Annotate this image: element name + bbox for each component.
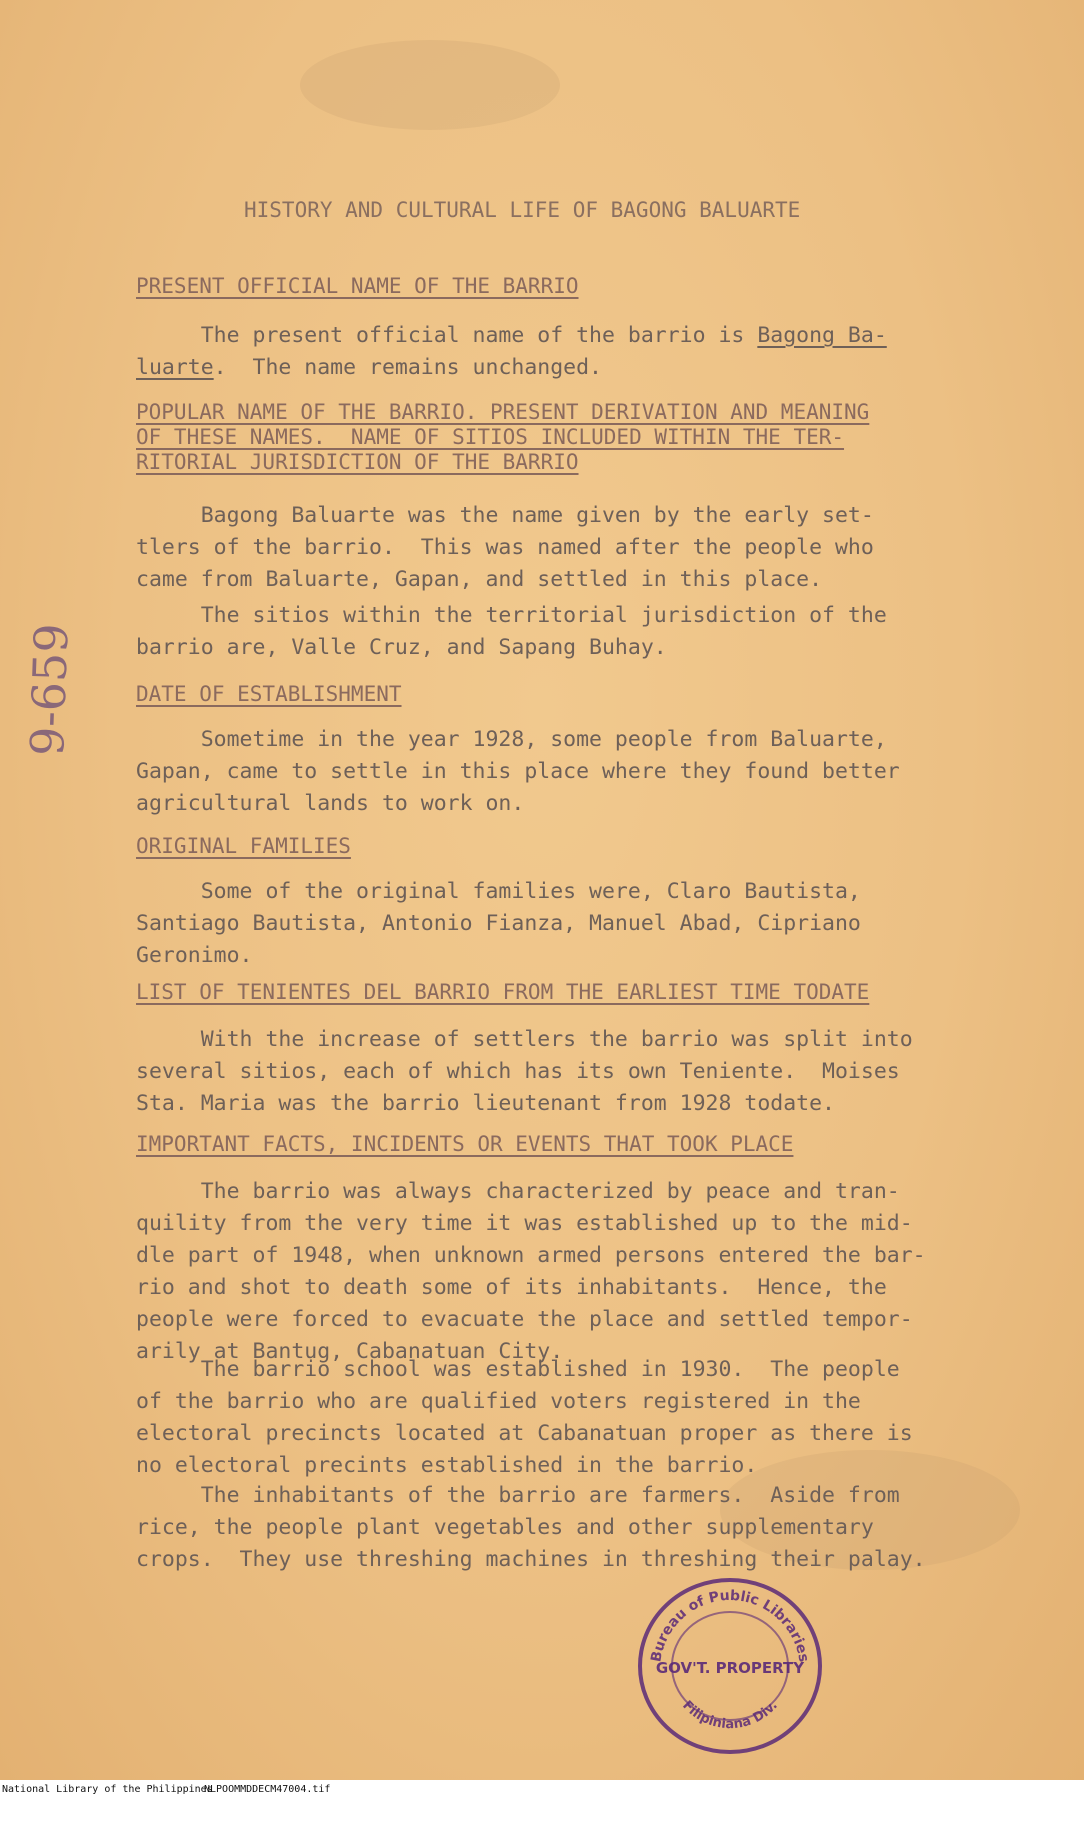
footer-filename: NLPOOMMDDECM47004.tif [204,1784,331,1795]
document-title: HISTORY AND CULTURAL LIFE OF BAGONG BALUARTE [244,198,801,222]
paragraph-farmers [136,1480,926,1576]
paragraph-school [136,1354,913,1482]
paragraph-line: Gapan, came to settle in this place where they found better [136,759,900,784]
stamp-bottom-text-path: Filipiniana Div. [679,1698,781,1733]
paragraph-line: With the increase of settlers the barrio was split into [136,1027,913,1052]
paragraph-line: people were forced to evacuate the place and settled tempor- [136,1307,913,1332]
handwritten-margin-note: 9-659 [20,622,79,757]
paragraph-line: The inhabitants of the barrio are farmers. Aside from [136,1483,900,1508]
paragraph-official-name [136,320,887,384]
paragraph-line: of the barrio who are qualified voters registered in the [136,1389,861,1414]
paragraph-line: The barrio school was established in 1930. The people [136,1357,900,1382]
section-heading-original-families: ORIGINAL FAMILIES [136,834,351,858]
paragraph-line: Bagong Baluarte was the name given by the early set- [136,503,874,528]
scan-footer [0,1780,1084,1800]
heading-line: POPULAR NAME OF THE BARRIO. PRESENT DERIVATION AND MEANING [136,400,870,424]
paragraph-line: Sometime in the year 1928, some people from Baluarte, [136,727,887,752]
paragraph-line: agricultural lands to work on. [136,791,525,816]
paragraph-line: The sitios within the territorial jurisdiction of the [136,603,887,628]
heading-line: OF THESE NAMES. NAME OF SITIOS INCLUDED WITHIN THE TER- [136,425,845,449]
paragraph-line: dle part of 1948, when unknown armed persons entered the bar- [136,1243,926,1268]
section-heading-establishment: DATE OF ESTABLISHMENT [136,682,402,706]
section-heading-tenientes: LIST OF TENIENTES DEL BARRIO FROM THE EARLIEST TIME TODATE [136,980,870,1004]
stamp-bottom-text [679,1698,780,1732]
paragraph-line: rice, the people plant vegetables and other supplementary [136,1515,874,1540]
paragraph-line: Geronimo. [136,943,253,968]
paragraph-line: crops. They use threshing machines in threshing their palay. [136,1547,926,1572]
paper-stain [300,40,560,130]
paragraph-line: rio and shot to death some of its inhabitants. Hence, the [136,1275,887,1300]
paragraph-line: electoral precincts located at Cabanatuan proper as there is [136,1421,913,1446]
paragraph-line: quility from the very time it was established up to the mid- [136,1211,913,1236]
section-heading-important-facts: IMPORTANT FACTS, INCIDENTS OR EVENTS THAT TOOK PLACE [136,1132,794,1156]
library-stamp [632,1570,828,1760]
footer-institution: National Library of the Philippines [2,1784,213,1795]
paragraph-line: Sta. Maria was the barrio lieutenant from 1928 todate. [136,1091,835,1116]
paragraph-line: Some of the original families were, Claro Bautista, [136,879,861,904]
paragraph-line: . The name remains unchanged. [213,355,602,380]
paragraph-tenientes [136,1024,913,1120]
stamp-center-text: GOV'T. PROPERTY [655,1659,805,1677]
paragraph-line: The barrio was always characterized by peace and tran- [136,1179,900,1204]
section-heading-official-name: PRESENT OFFICIAL NAME OF THE BARRIO [136,274,579,298]
paragraph-line: Santiago Bautista, Antonio Fianza, Manuel Abad, Cipriano [136,911,861,936]
paragraph-line: no electoral precints established in the barrio. [136,1453,758,1478]
paragraph-line: tlers of the barrio. This was named after the people who [136,535,874,560]
paragraph-peace [136,1176,926,1368]
stamp-top-text-path: Bureau of Public Libraries [648,1587,812,1664]
paragraph-derivation [136,500,874,596]
heading-line: RITORIAL JURISDICTION OF THE BARRIO [136,450,579,474]
paragraph-line: arily at Bantug, Cabanatuan City. [136,1339,564,1364]
section-heading-popular-name [136,400,869,475]
paragraph-line: The present official name of the barrio is [136,323,758,348]
paragraph-sitios [136,600,887,664]
barrio-name-underlined: Bagong Ba- [757,323,887,348]
paragraph-original-families [136,876,861,972]
paragraph-line: came from Baluarte, Gapan, and settled in this place. [136,567,823,592]
paragraph-establishment [136,724,900,820]
paragraph-line: several sitios, each of which has its own Teniente. Moises [136,1059,900,1084]
paragraph-line: barrio are, Valle Cruz, and Sapang Buhay. [136,635,667,660]
barrio-name-underlined: luarte [136,355,214,380]
